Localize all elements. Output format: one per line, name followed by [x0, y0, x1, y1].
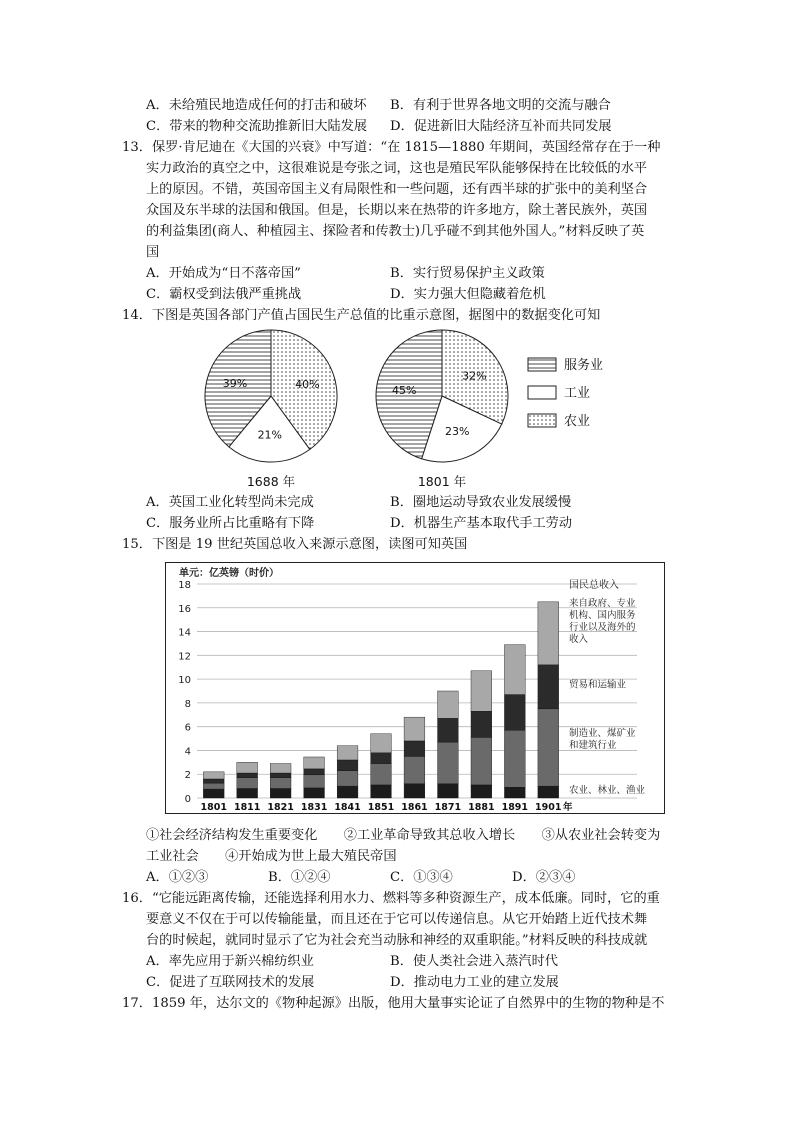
bar-segment: [471, 737, 492, 785]
q16-option-b: B．使人类社会进入蒸汽时代: [390, 954, 558, 969]
q16-stem-line: 台的时候起，就同时显示了它为社会充当动脉和神经的双重职能。”材料反映的科技成就: [146, 933, 648, 948]
q13-option-b: B．实行贸易保护主义政策: [390, 266, 545, 281]
q13-stem-line: 的利益集团(商人、种植园主、探险者和传教士)几乎碰不到其他外国人。”材料反映了英: [146, 224, 645, 239]
bar-segment: [304, 757, 325, 769]
q13-stem-line: 上的原因。不错，英国帝国主义有局限性和一些问题，还有西半球的扩张中的美利坚合: [146, 182, 648, 197]
bar-segment: [304, 788, 325, 798]
bar-segment: [203, 772, 224, 779]
bar-segment: [237, 778, 258, 789]
q15-option-a: A．①②③: [146, 870, 209, 885]
x-tick-label: 1861: [401, 802, 428, 813]
x-axis-suffix: 年: [563, 802, 573, 813]
q12-option-a: A．未给殖民地造成任何的打击和破坏: [146, 98, 367, 113]
y-tick-label: 18: [178, 580, 191, 591]
bar-segment: [270, 764, 291, 774]
bar-segment: [471, 785, 492, 798]
q12-option-b: B．有利于世界各地文明的交流与融合: [390, 98, 611, 113]
q15-statements-line1: ①社会经济结构发生重要变化 ②工业革命导致其总收入增长 ③从农业社会转变为: [146, 828, 661, 843]
bar-segment: [371, 785, 392, 798]
bar-segment: [471, 671, 492, 711]
bar-segment: [538, 709, 559, 786]
bar-segment: [438, 784, 459, 798]
bar-segment: [504, 645, 525, 695]
x-tick-label: 1831: [300, 802, 328, 813]
q15-option-d: D．②③④: [512, 870, 576, 885]
pie-slice-label: 40%: [295, 378, 320, 392]
y-tick-label: 14: [178, 627, 191, 639]
q12-option-d: D．促进新旧大陆经济互补而共同发展: [390, 119, 612, 134]
legend-swatch: [528, 358, 556, 371]
bar-segment: [304, 769, 325, 775]
bar-segment: [203, 779, 224, 783]
bar-segment: [538, 786, 559, 798]
y-tick-label: 10: [178, 675, 191, 687]
x-tick-label: 1801: [200, 802, 227, 813]
bar-segment: [203, 789, 224, 798]
bar-segment: [237, 788, 258, 798]
y-tick-label: 16: [178, 603, 191, 615]
income-bar-chart: [165, 562, 665, 814]
bar-segment: [371, 734, 392, 753]
bar-segment: [404, 717, 425, 741]
q13-option-c: C．霸权受到法俄严重挑战: [146, 287, 302, 302]
pie-slice-label: 23%: [444, 425, 470, 439]
legend-swatch: [528, 386, 556, 399]
bar-segment: [504, 695, 525, 731]
q13-option-d: D．实力强大但隐藏着危机: [390, 287, 546, 302]
q17-stem: 17．1859 年，达尔文的《物种起源》出版，他用大量事实论证了自然界中的生物的物种是不: [122, 996, 665, 1011]
legend-label: 农业: [564, 414, 591, 429]
bar-segment: [270, 788, 291, 798]
x-tick-label: 1841: [334, 802, 361, 813]
bar-segment: [404, 756, 425, 783]
bar-segment: [203, 783, 224, 789]
x-tick-label: 1821: [267, 802, 294, 813]
y-tick-label: 6: [184, 722, 191, 734]
bar-segment: [504, 787, 525, 798]
q14-option-a: A．英国工业化转型尚未完成: [146, 495, 314, 510]
bar-segment: [438, 691, 459, 718]
bar-segment: [337, 786, 358, 798]
chart-unit-label: 单元：亿英镑（时价）: [179, 568, 279, 579]
pie-slice-label: 45%: [391, 384, 417, 398]
x-tick-label: 1871: [434, 802, 462, 813]
pie-title: 1688 年: [246, 474, 296, 489]
bar-segment: [337, 760, 358, 771]
q15-option-c: C．①③④: [390, 870, 453, 885]
series-label: 制造业、煤矿业和建筑行业: [569, 728, 636, 752]
pie-title: 1801 年: [417, 474, 467, 489]
q14-stem: 14．下图是英国各部门产值占国民生产总值的比重示意图，据图中的数据变化可知: [122, 308, 601, 323]
q16-option-d: D．推动电力工业的建立发展: [390, 975, 559, 990]
bar-segment: [538, 665, 559, 709]
bar-segment: [237, 773, 258, 778]
q15-option-b: B．①②④: [268, 870, 331, 885]
q16-stem-line: 16．“它能远距离传输，还能选择利用水力、燃料等多种资源生产，成本低廉。同时，它的重: [122, 891, 660, 906]
y-tick-label: 0: [184, 794, 191, 805]
total-income-label: 国民总收入: [569, 580, 619, 591]
bar-segment: [270, 773, 291, 778]
x-tick-label: 1901: [535, 802, 562, 813]
q16-option-a: A．率先应用于新兴棉纺织业: [146, 954, 314, 969]
pie-slice-label: 21%: [257, 428, 283, 442]
bar-segment: [371, 764, 392, 785]
bar-segment: [270, 778, 291, 789]
y-tick-label: 4: [184, 746, 191, 758]
bar-segment: [337, 771, 358, 786]
legend-label: 服务业: [564, 358, 604, 373]
q13-option-a: A．开始成为“日不落帝国”: [146, 266, 301, 281]
bar-segment: [504, 730, 525, 787]
x-tick-label: 1851: [367, 802, 395, 813]
series-label: 贸易和运输业: [569, 679, 627, 691]
x-tick-label: 1881: [468, 802, 495, 813]
legend-swatch: [528, 414, 556, 427]
bar-segment: [404, 741, 425, 756]
bar-segment: [337, 746, 358, 760]
x-tick-label: 1891: [501, 802, 529, 813]
y-tick-label: 12: [178, 651, 191, 663]
series-label: 来自政府、专业机构、国内服务行业以及海外的收入: [569, 598, 636, 645]
q13-stem-line: 实力政治的真空之中，这很难说是夸张之词，这也是殖民军队能够保持在比较低的水平: [146, 161, 648, 176]
y-tick-label: 8: [184, 698, 191, 710]
x-tick-label: 1811: [233, 802, 261, 813]
q13-stem-line: 13．保罗·肯尼迪在《大国的兴衰》中写道：“在 1815—1880 年期间，英国经常存在于一种: [122, 140, 661, 155]
q15-statements-line2: 工业社会 ④开始成为世上最大殖民帝国: [146, 849, 397, 864]
bar-segment: [438, 718, 459, 742]
q16-option-c: C．促进了互联网技术的发展: [146, 975, 315, 990]
q16-stem-line: 要意义不仅在于可以传输能量，而且还在于它可以传递信息。从它开始踏上近代技术舞: [146, 912, 648, 927]
q14-option-d: D．机器生产基本取代手工劳动: [390, 516, 573, 531]
q15-stem: 15．下图是 19 世纪英国总收入来源示意图，读图可知英国: [122, 537, 468, 552]
q13-stem-line: 众国及东半球的法国和俄国。但是，长期以来在热带的许多地方，除土著民族外，英国: [146, 203, 648, 218]
y-tick-label: 2: [184, 770, 191, 782]
bar-segment: [371, 753, 392, 764]
series-label: 农业、林业、渔业: [569, 785, 646, 797]
bar-segment: [538, 602, 559, 665]
bar-segment: [237, 762, 258, 773]
q14-option-b: B．圈地运动导致农业发展缓慢: [390, 495, 572, 510]
bar-segment: [471, 711, 492, 737]
bar-segment: [304, 775, 325, 788]
bar-segment: [438, 742, 459, 784]
pie-slice-label: 39%: [222, 377, 248, 391]
q13-stem-line: 国: [146, 245, 160, 260]
q14-option-c: C．服务业所占比重略有下降: [146, 516, 315, 531]
q12-option-c: C．带来的物种交流助推新旧大陆发展: [146, 119, 368, 134]
legend-label: 工业: [564, 386, 591, 401]
pie-slice-label: 32%: [462, 369, 487, 383]
bar-segment: [404, 784, 425, 798]
pie-charts-figure: [200, 326, 620, 494]
